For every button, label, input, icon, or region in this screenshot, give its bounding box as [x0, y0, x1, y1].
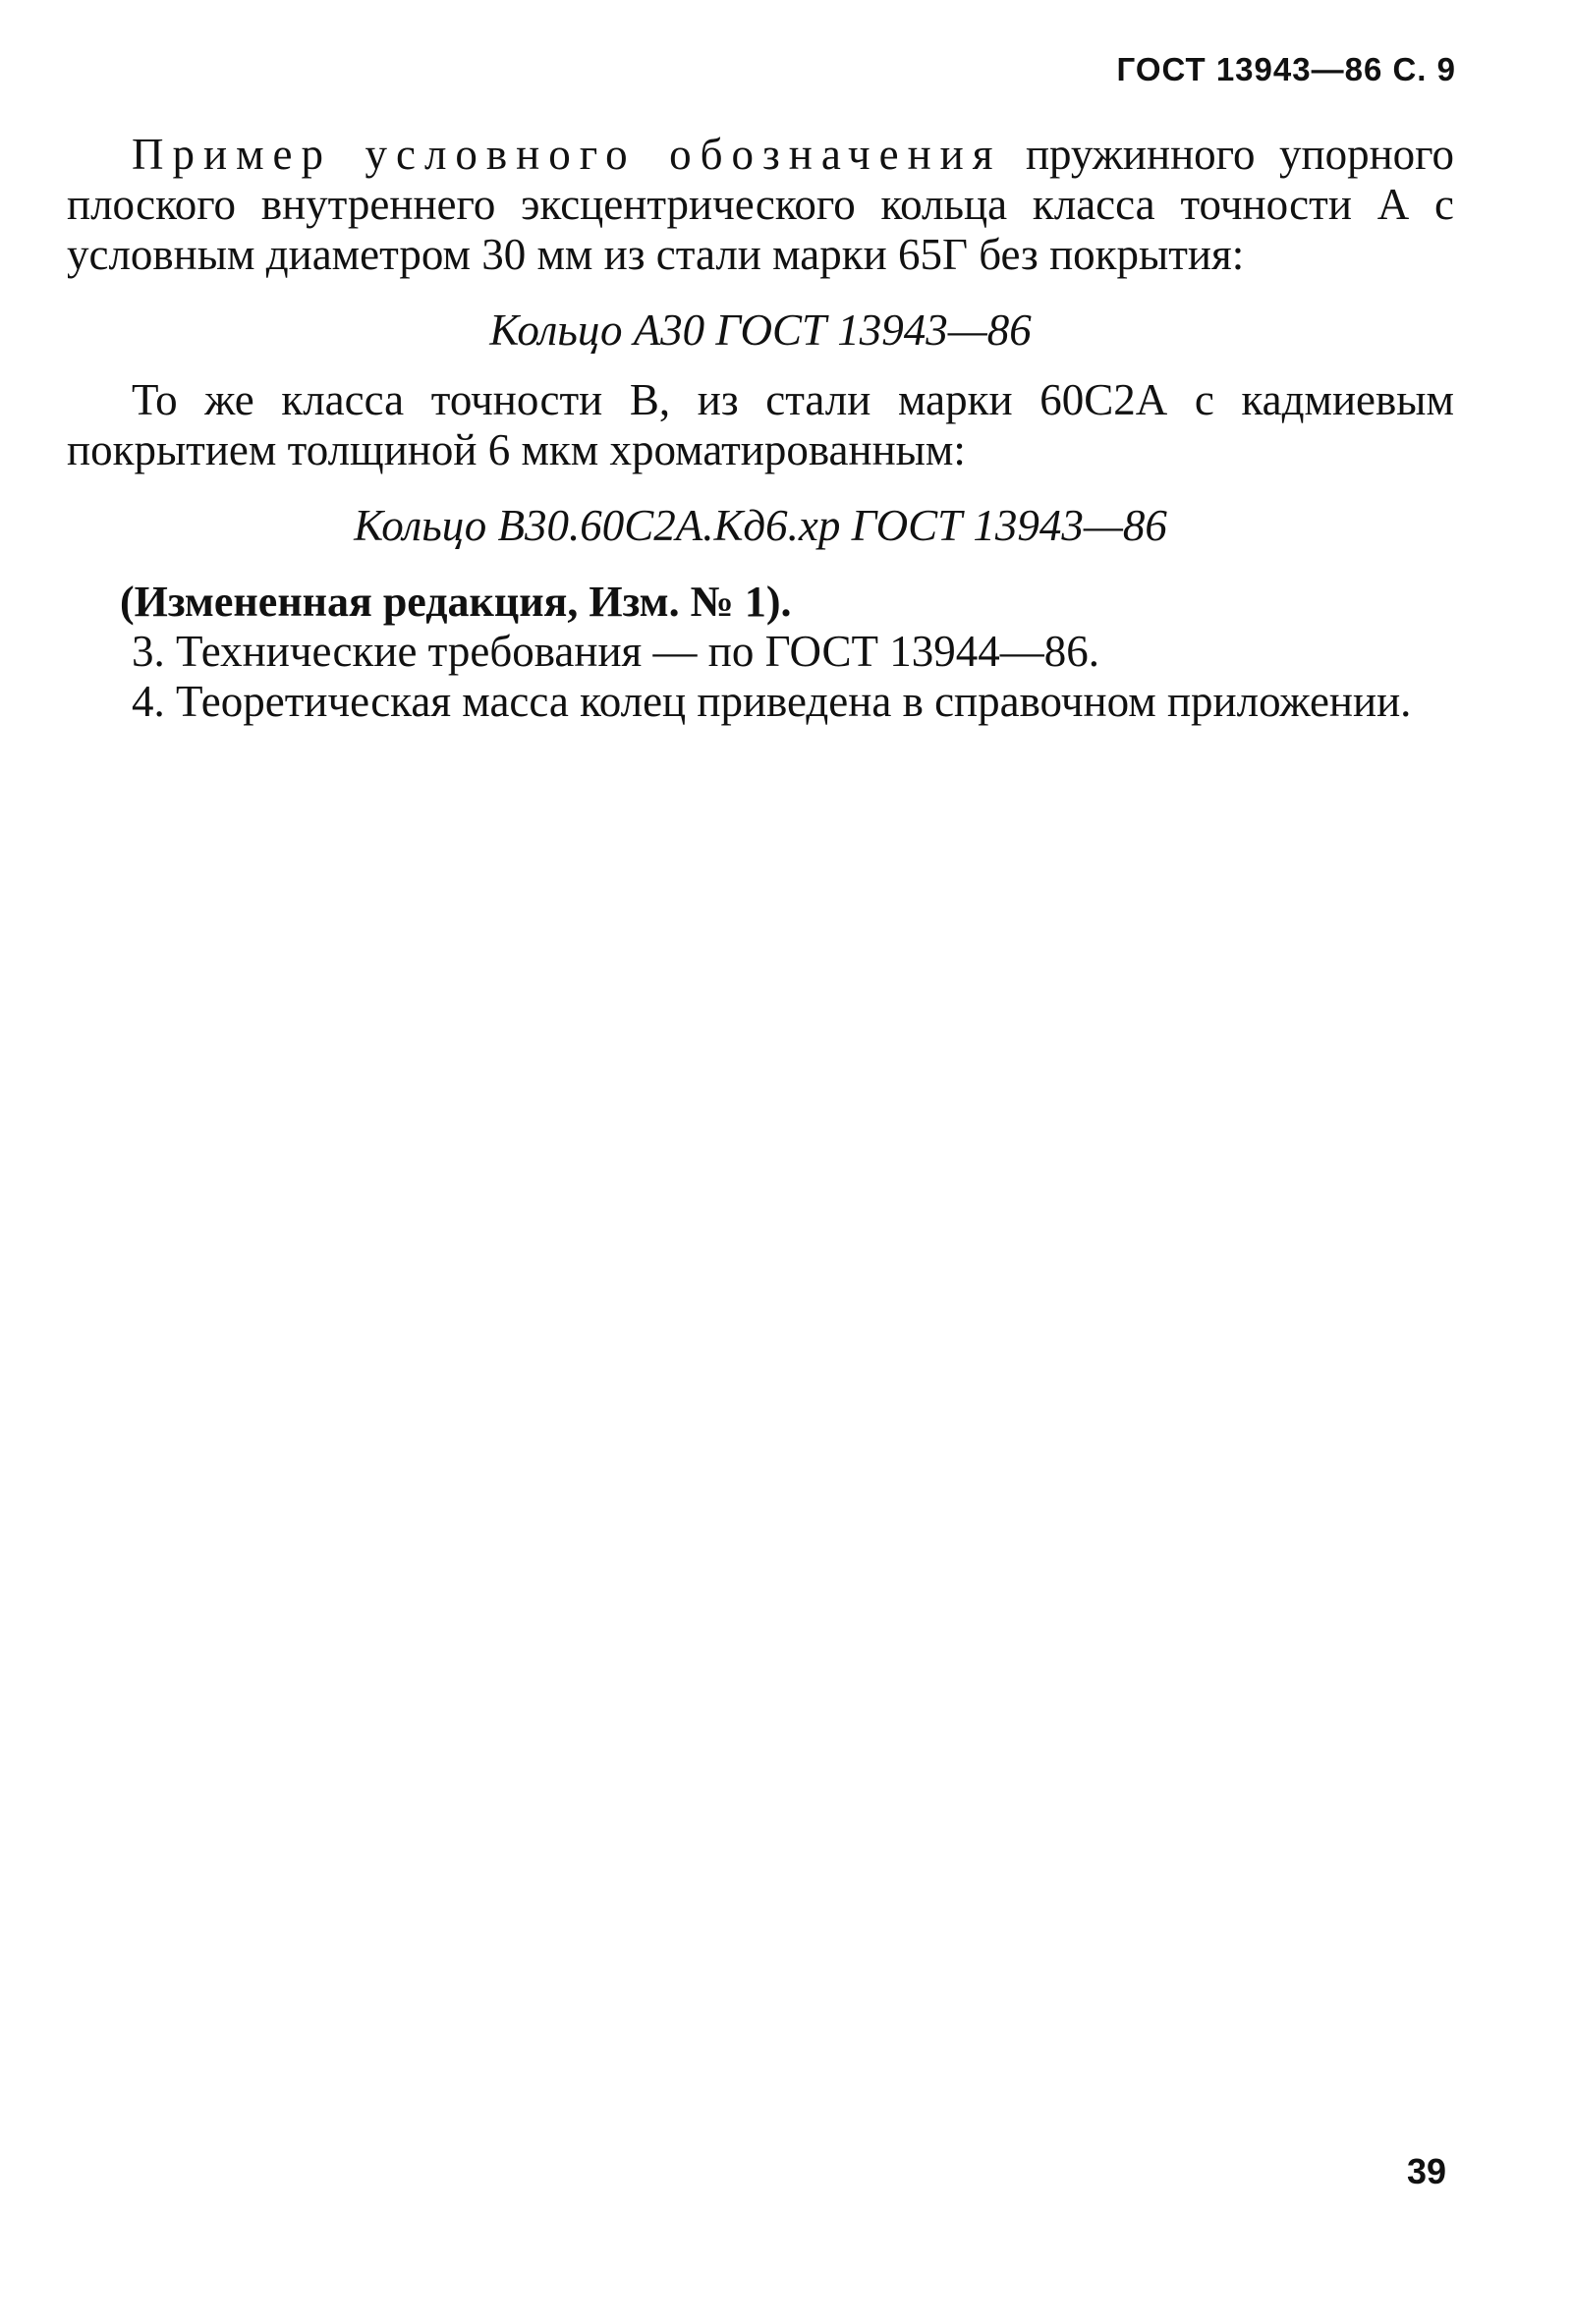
- example-lead: Пример условного обозначения: [132, 130, 1002, 179]
- designation-example-2: Кольцо В30.60С2А.Кд6.хр ГОСТ 13943—86: [354, 501, 1167, 550]
- running-header: ГОСТ 13943—86 С. 9: [1116, 51, 1456, 87]
- example-text: пружинного упорного плоского внутреннего эксцентрического кольца класса точности А с условным диаметром 30 мм из стали марки 65Г без покрытия:: [67, 130, 1454, 279]
- amendment-note: (Измененная редакция, Изм. № 1).: [120, 578, 792, 626]
- page-number: 39: [1406, 2151, 1446, 2191]
- item-technical-requirements: 3. Технические требования — по ГОСТ 13944—86.: [132, 627, 1100, 676]
- designation-example-1: Кольцо А30 ГОСТ 13943—86: [489, 305, 1032, 355]
- example2-paragraph: То же класса точности В, из стали марки 60С2А с кадмиевым покрытием толщиной 6 мкм хроматированным:: [67, 375, 1454, 474]
- item-theoretical-mass: 4. Теоретическая масса колец приведена в справочном приложении.: [132, 677, 1412, 726]
- document-body: [67, 130, 1454, 727]
- example-paragraph: [67, 130, 1454, 280]
